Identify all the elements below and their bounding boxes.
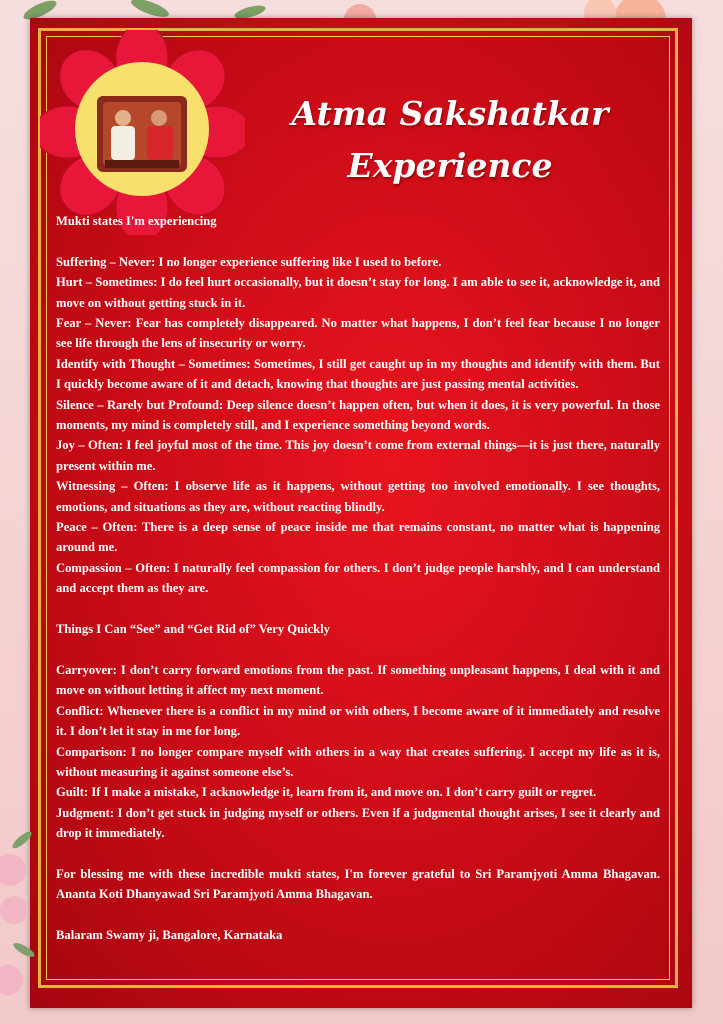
mukti-heading: Mukti states I'm experiencing: [56, 214, 217, 228]
spacer: [56, 231, 660, 251]
mukti-state-witnessing: Witnessing – Often: I observe life as it happens, without getting too involved emotionally. I see thoughts, emotions, and situations as they are, without reacting blindly.: [56, 479, 660, 514]
mukti-state-hurt: Hurt – Sometimes: I do feel hurt occasionally, but it doesn’t stay for long. I am able to see it, acknowledge it, and move on without getting stuck in it.: [56, 275, 660, 310]
title-line-2: Experience: [347, 146, 553, 185]
spacer: [56, 640, 660, 660]
guru-photo: [75, 62, 209, 196]
thing-judgment: Judgment: I don’t get stuck in judging myself or others. Even if a judgmental thought arises, I see it clearly and drop it immediately.: [56, 805, 660, 841]
spacer: [56, 905, 660, 925]
thing-guilt: Guilt: If I make a mistake, I acknowledge it, learn from it, and move on. I don’t carry guilt or regret.: [56, 785, 597, 800]
signature: Balaram Swamy ji, Bangalore, Karnataka: [56, 928, 283, 943]
mukti-state-fear: Fear – Never: Fear has completely disappeared. No matter what happens, I don’t feel fear because I no longer see life through the lens of insecurity or worry.: [56, 316, 660, 351]
page-title: [250, 88, 650, 192]
mukti-state-silence: Silence – Rarely but Profound: Deep silence doesn’t happen often, but when it does, it is very powerful. In those moments, my mind is completely still, and I experience something beyond words.: [56, 397, 660, 433]
mukti-state-peace: Peace – Often: There is a deep sense of peace inside me that remains constant, no matter what is happening around me.: [56, 520, 660, 555]
things-heading: Things I Can “See” and “Get Rid of” Very Quickly: [56, 622, 330, 637]
spacer: [56, 599, 660, 619]
thing-carryover: Carryover: I don’t carry forward emotions from the past. If something unpleasant happens, I deal with it and move on without letting it affect my next moment.: [56, 662, 660, 698]
mukti-state-identify-thought: Identify with Thought – Sometimes: Sometimes, I still get caught up in my thoughts and identify with them. But I quickly become aware of it and detach, knowing that thoughts are just passing mental activities.: [56, 356, 660, 392]
mukti-state-suffering: Suffering – Never: I no longer experience suffering like I used to before.: [56, 254, 442, 269]
thing-comparison: Comparison: I no longer compare myself with others in a way that creates suffering. I accept my life as it is, without measuring it against someone else’s.: [56, 744, 660, 779]
thing-conflict: Conflict: Whenever there is a conflict in my mind or with others, I become aware of it immediately and resolve it. I don’t let it stay in me for long.: [56, 703, 660, 739]
blessing-paragraph: For blessing me with these incredible mukti states, I'm forever grateful to Sri Paramjyoti Amma Bhagavan. Ananta Koti Dhanyawad Sri Paramjyoti Amma Bhagavan.: [56, 866, 660, 902]
mukti-state-joy: Joy – Often: I feel joyful most of the time. This joy doesn’t come from external things—it is just there, naturally present within me.: [56, 438, 660, 473]
spacer: [56, 844, 660, 864]
content-body: [56, 211, 660, 946]
title-line-1: Atma Sakshatkar: [291, 94, 609, 133]
mukti-state-compassion: Compassion – Often: I naturally feel compassion for others. I don’t judge people harshly, and I can understand and accept them as they are.: [56, 560, 660, 596]
